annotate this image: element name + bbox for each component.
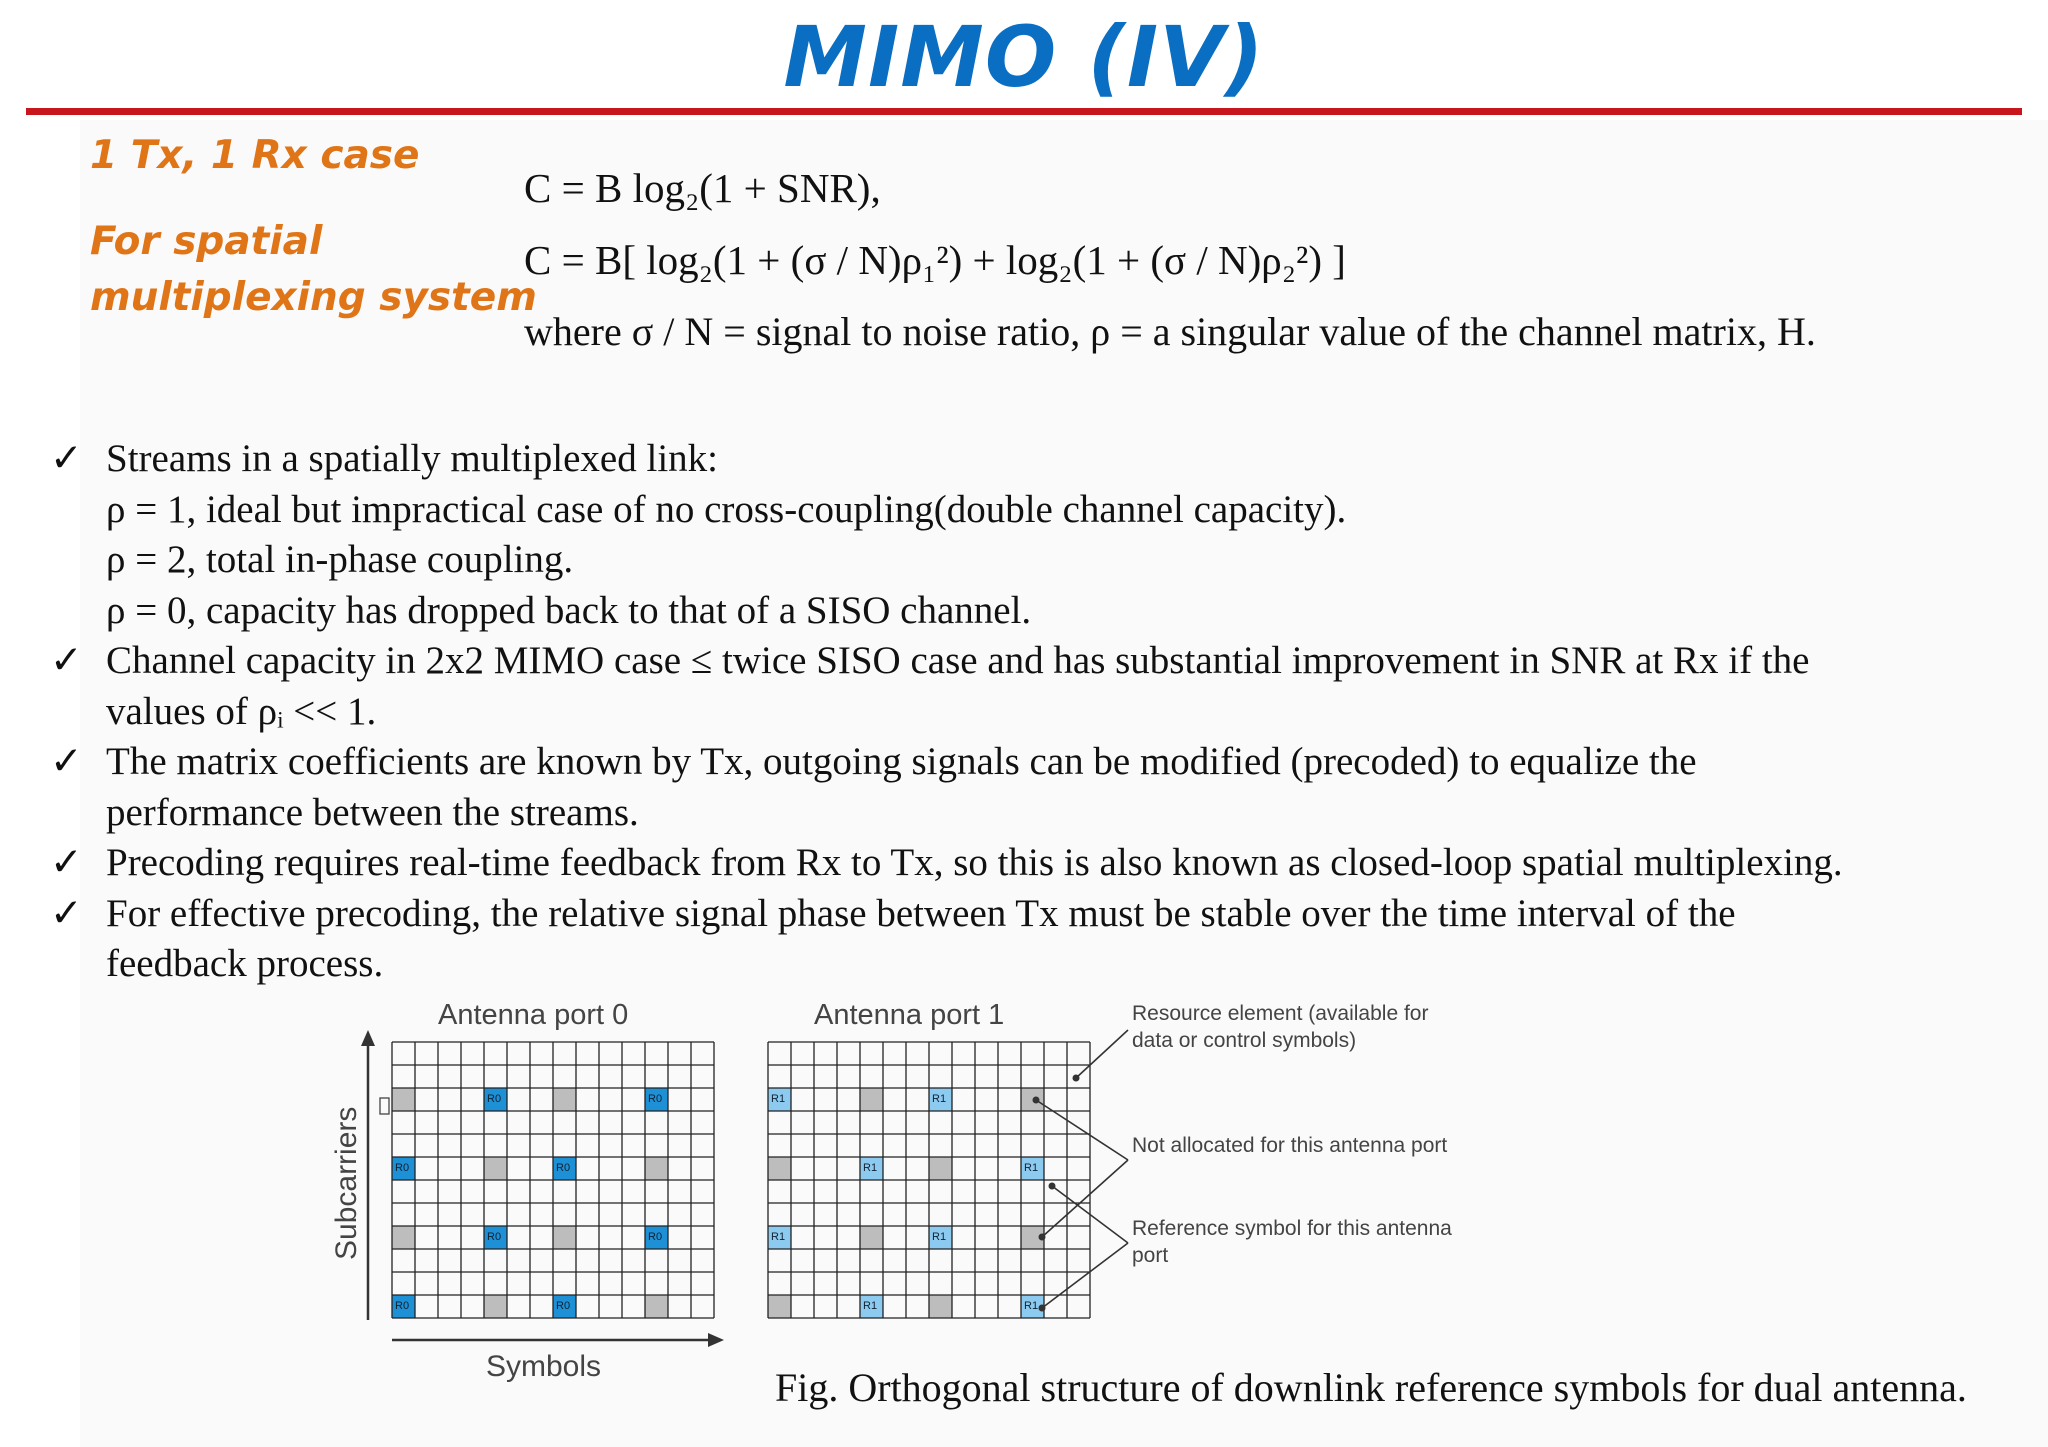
siso-case-label: 1 Tx, 1 Rx case bbox=[90, 133, 420, 178]
slide-title: MIMO (IV) bbox=[783, 8, 1265, 106]
bullet-list bbox=[50, 434, 2040, 990]
not-allocated-cell bbox=[484, 1295, 507, 1318]
legend-pointer-head-icon bbox=[1049, 1183, 1056, 1190]
reference-symbol-label: R0 bbox=[648, 1093, 663, 1105]
not-allocated-cell bbox=[768, 1157, 791, 1180]
checkmark-icon: ✓ bbox=[50, 437, 83, 480]
checkmark-icon: ✓ bbox=[50, 841, 83, 884]
resource-element-marker bbox=[380, 1098, 389, 1114]
not-allocated-cell bbox=[553, 1226, 576, 1249]
not-allocated-cell bbox=[484, 1157, 507, 1180]
reference-symbol-label: R1 bbox=[863, 1162, 878, 1174]
equation-definitions: where σ / N = signal to noise ratio, ρ = a singular value of the channel matrix, H. bbox=[524, 309, 1816, 354]
reference-symbol-label: R1 bbox=[771, 1093, 786, 1105]
spatial-case-label-1: For spatial bbox=[90, 219, 323, 264]
reference-symbol-label: R0 bbox=[556, 1300, 571, 1312]
title-divider bbox=[26, 108, 2022, 115]
legend-resource-element-2: data or control symbols) bbox=[1132, 1029, 1357, 1052]
bullet-text: For effective precoding, the relative signal phase between Tx must be stable over the time interval of the bbox=[106, 891, 1736, 935]
bullet-text: ρ = 2, total in-phase coupling. bbox=[106, 538, 574, 581]
bullet-line bbox=[50, 434, 2040, 485]
legend-reference-1: Reference symbol for this antenna bbox=[1132, 1217, 1452, 1240]
legend-pointer-head-icon bbox=[1039, 1234, 1046, 1241]
y-axis-label: Subcarriers bbox=[330, 1106, 363, 1260]
bullet-text: ρ = 1, ideal but impractical case of no cross-coupling(double channel capacity). bbox=[106, 487, 1347, 531]
not-allocated-cell bbox=[768, 1295, 791, 1318]
bullet-text: Streams in a spatially multiplexed link: bbox=[106, 437, 718, 480]
spatial-case-label-2: multiplexing system bbox=[90, 275, 537, 320]
legend-pointer-head-icon bbox=[1073, 1075, 1080, 1082]
bullet-line bbox=[50, 636, 2040, 687]
not-allocated-cell bbox=[929, 1157, 952, 1180]
y-axis-arrow-icon bbox=[361, 1030, 375, 1046]
reference-symbol-label: R1 bbox=[1024, 1162, 1039, 1174]
bullet-line bbox=[50, 838, 2040, 889]
not-allocated-cell bbox=[392, 1226, 415, 1249]
reference-symbol-label: R1 bbox=[1024, 1300, 1039, 1312]
not-allocated-cell bbox=[860, 1226, 883, 1249]
bullet-line bbox=[50, 788, 2040, 839]
legend-pointer-head-icon bbox=[1033, 1097, 1040, 1104]
reference-symbol-label: R0 bbox=[395, 1162, 410, 1174]
reference-symbol-label: R0 bbox=[487, 1231, 502, 1243]
reference-symbol-label: R1 bbox=[932, 1231, 947, 1243]
not-allocated-cell bbox=[860, 1088, 883, 1111]
not-allocated-cell bbox=[645, 1157, 668, 1180]
bullet-text: feedback process. bbox=[106, 942, 384, 985]
x-axis-label: Symbols bbox=[486, 1350, 602, 1383]
capacity-equation-mimo: C = B[ log₂(1 + (σ / N)ρ₁²) + log₂(1 + (σ / N)ρ₂²) ] bbox=[524, 237, 1346, 283]
bullet-text: values of ρᵢ << 1. bbox=[106, 689, 377, 733]
reference-symbol-label: R1 bbox=[932, 1093, 947, 1105]
not-allocated-cell bbox=[1021, 1088, 1044, 1111]
reference-symbol-label: R1 bbox=[863, 1300, 878, 1312]
bullet-text: performance between the streams. bbox=[106, 790, 639, 834]
checkmark-icon: ✓ bbox=[50, 639, 83, 682]
bullet-text: The matrix coefficients are known by Tx, outgoing signals can be modified (precoded) to equalize the bbox=[106, 740, 1697, 783]
legend-pointer-line bbox=[1036, 1100, 1128, 1160]
bullet-line bbox=[50, 939, 2040, 990]
legend-resource-element-1: Resource element (available for bbox=[1132, 1002, 1429, 1025]
bullet-line bbox=[50, 535, 2040, 586]
checkmark-icon: ✓ bbox=[50, 891, 83, 935]
not-allocated-cell bbox=[929, 1295, 952, 1318]
reference-symbol-label: R0 bbox=[487, 1093, 502, 1105]
capacity-equation-siso: C = B log₂(1 + SNR), bbox=[524, 165, 881, 211]
bullet-line bbox=[50, 737, 2040, 788]
legend-reference-2: port bbox=[1132, 1244, 1169, 1267]
reference-symbol-label: R0 bbox=[648, 1231, 663, 1243]
figure-caption: Fig. Orthogonal structure of downlink reference symbols for dual antenna. bbox=[775, 1365, 1967, 1410]
bullet-line bbox=[50, 586, 2040, 637]
not-allocated-cell bbox=[392, 1088, 415, 1111]
checkmark-icon: ✓ bbox=[50, 740, 83, 783]
reference-symbol-figure bbox=[320, 990, 1760, 1383]
bullet-line bbox=[50, 687, 2040, 738]
not-allocated-cell bbox=[645, 1295, 668, 1318]
bullet-text: Precoding requires real-time feedback from Rx to Tx, so this is also known as closed-loop spatial multiplexing. bbox=[106, 841, 1843, 884]
reference-symbol-label: R0 bbox=[395, 1300, 410, 1312]
antenna-port-title: Antenna port 1 bbox=[814, 999, 1005, 1031]
bullet-line bbox=[50, 889, 2040, 940]
legend-not-allocated: Not allocated for this antenna port bbox=[1132, 1134, 1448, 1157]
legend-pointer-head-icon bbox=[1039, 1305, 1046, 1312]
reference-symbol-label: R1 bbox=[771, 1231, 786, 1243]
antenna-port-title: Antenna port 0 bbox=[438, 999, 629, 1031]
bullet-line bbox=[50, 485, 2040, 536]
bullet-text: Channel capacity in 2x2 MIMO case ≤ twice SISO case and has substantial improvement in SNR at Rx if the bbox=[106, 639, 1810, 682]
reference-symbol-label: R0 bbox=[556, 1162, 571, 1174]
bullet-text: ρ = 0, capacity has dropped back to that of a SISO channel. bbox=[106, 588, 1032, 632]
not-allocated-cell bbox=[553, 1088, 576, 1111]
legend-pointer-line bbox=[1076, 1030, 1128, 1078]
legend-pointer-line bbox=[1042, 1243, 1128, 1308]
